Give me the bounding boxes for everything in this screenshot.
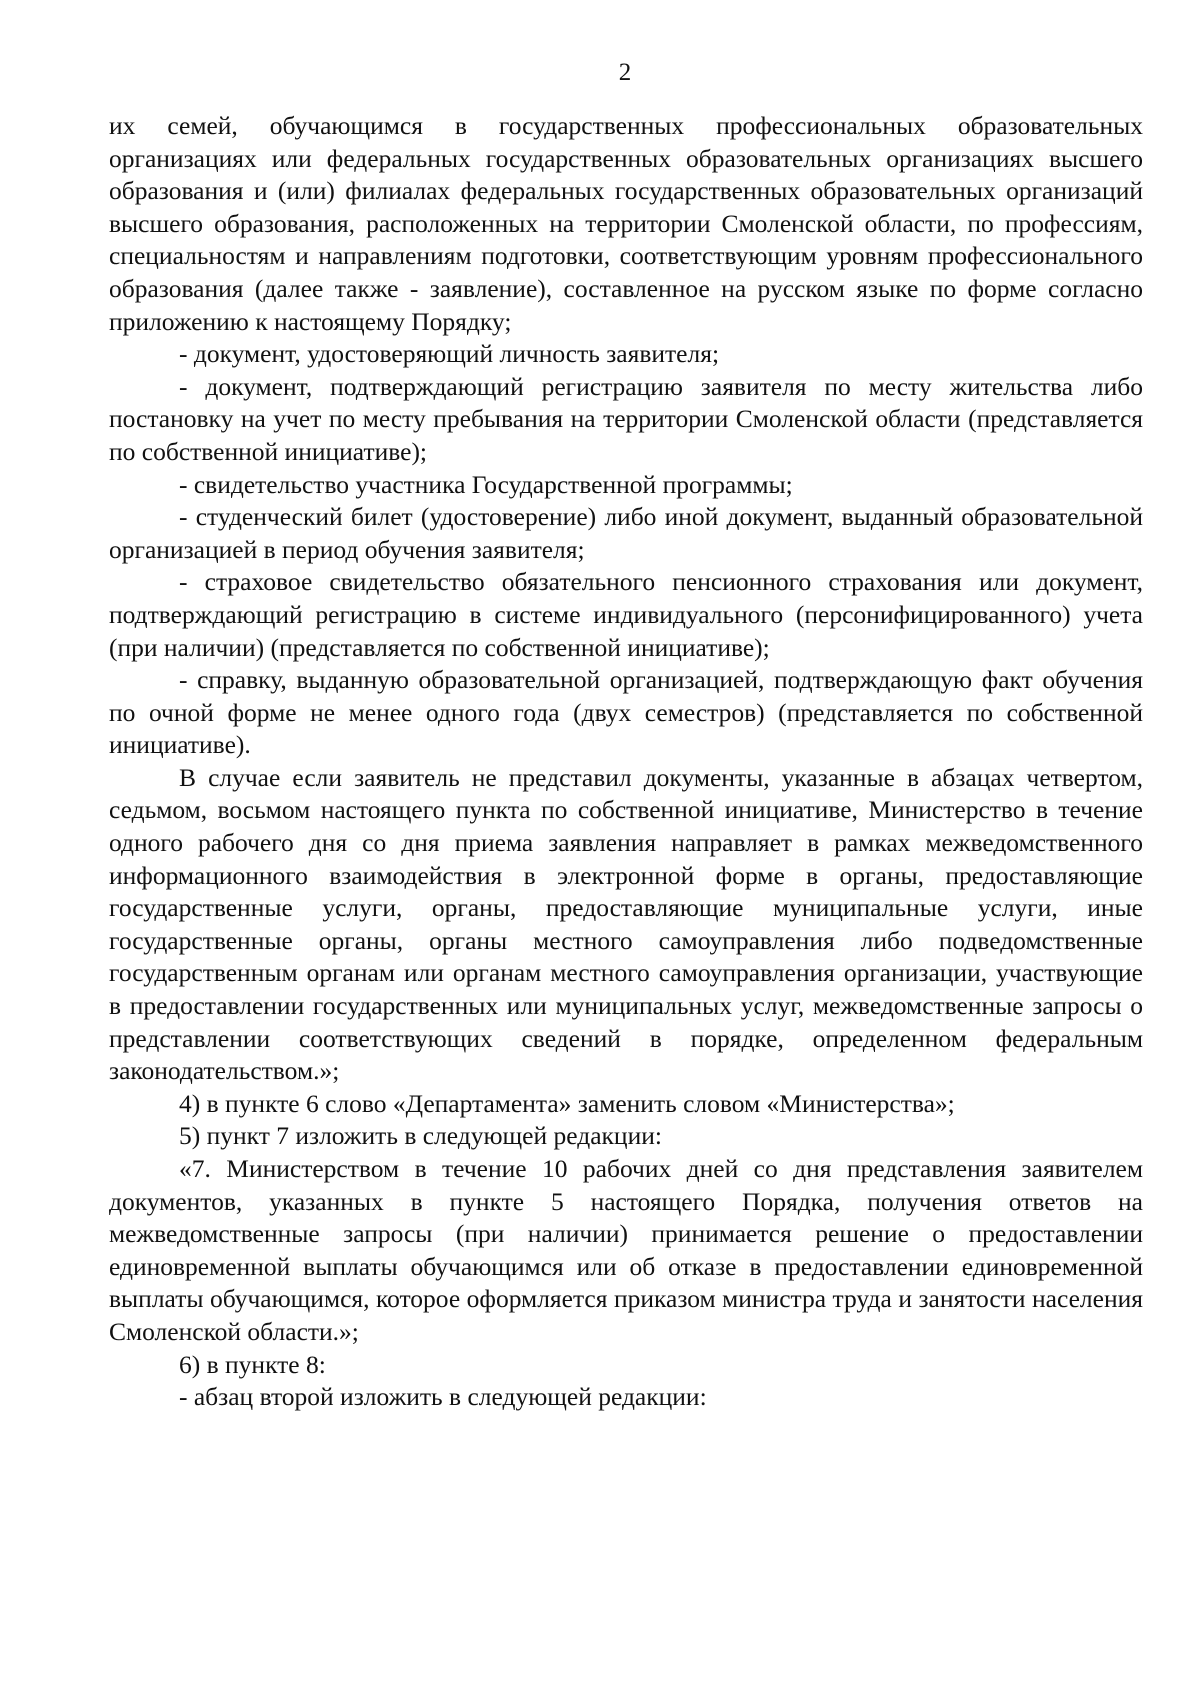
paragraph-amendment: 6) в пункте 8:	[179, 1349, 326, 1379]
paragraph-list-item: - страховое свидетельство обязательного пенсионного страхования или документ, подтверждающий регистрацию в системе индивидуального (персонифицированного) учета (при наличии) (представляется по собственной инициативе);	[109, 567, 1143, 662]
paragraph-list-item: - документ, удостоверяющий личность заявителя;	[179, 339, 720, 369]
paragraph-continuation: их семей, обучающимся в государственных профессиональных образовательных организациях или федеральных государственных образовательных организациях высшего образования и (или) филиалах федеральных государственных образовательных организаций высшего образования, расположенных на территории Смоленской области, по профессиям, специальностям и направлениям подготовки, соответствующим уровням профессионального образования (далее также - заявление), составленное на русском языке по форме согласно приложению к настоящему Порядку;	[109, 111, 1143, 336]
paragraph-quoted: «7. Министерством в течение 10 рабочих дней со дня представления заявителем документов, указанных в пункте 5 настоящего Порядка, получения ответов на межведомственные запросы (при наличии) принимается решение о предоставлении единовременной выплаты обучающимся или об отказе в предоставлении единовременной выплаты обучающимся, которое оформляется приказом министра труда и занятости населения Смоленской области.»;	[109, 1154, 1143, 1346]
page-number: 2	[618, 59, 632, 86]
paragraph: В случае если заявитель не представил документы, указанные в абзацах четвертом, седьмом, восьмом настоящего пункта по собственной инициативе, Министерство в течение одного рабочего дня со дня приема заявления направляет в рамках межведомственного информационного взаимодействия в электронной форме в органы, предоставляющие государственные услуги, органы, предоставляющие муниципальные услуги, иные государственные органы, органы местного самоуправления либо подведомственные государственным органам или органам местного самоуправления организации, участвующие в предоставлении государственных или муниципальных услуг, межведомственные запросы о представлении соответствующих сведений в порядке, определенном федеральным законодательством.»;	[109, 762, 1143, 1086]
paragraph-list-item: - справку, выданную образовательной организацией, подтверждающую факт обучения по очной форме не менее одного года (двух семестров) (представляется по собственной инициативе).	[109, 665, 1143, 760]
paragraph-list-item: - студенческий билет (удостоверение) либо иной документ, выданный образовательной организацией в период обучения заявителя;	[109, 502, 1143, 564]
paragraph-list-item: - документ, подтверждающий регистрацию заявителя по месту жительства либо постановку на учет по месту пребывания на территории Смоленской области (представляется по собственной инициативе);	[109, 371, 1143, 466]
paragraph-amendment: 5) пункт 7 изложить в следующей редакции:	[179, 1121, 662, 1151]
paragraph-list-item: - абзац второй изложить в следующей редакции:	[179, 1382, 707, 1412]
paragraph-amendment: 4) в пункте 6 слово «Департамента» заменить словом «Министерства»;	[179, 1088, 955, 1118]
paragraph-list-item: - свидетельство участника Государственной программы;	[179, 469, 793, 499]
document-body	[109, 110, 1143, 1414]
